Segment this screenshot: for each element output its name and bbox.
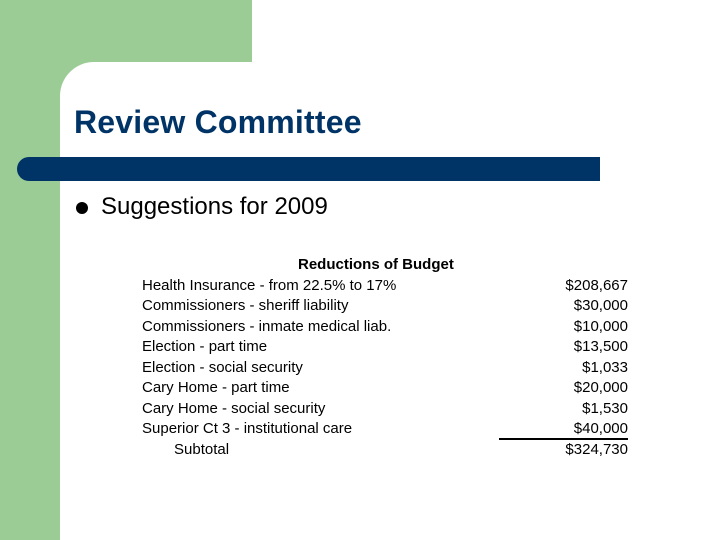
subtotal-label: Subtotal <box>174 441 230 458</box>
row-description: Health Insurance - from 22.5% to 17% <box>142 277 397 294</box>
row-amount: $1,530 <box>582 400 628 417</box>
table-row <box>142 358 628 378</box>
bullet-text: Suggestions for 2009 <box>101 193 328 220</box>
row-description: Cary Home - part time <box>142 379 290 396</box>
table-row <box>142 276 628 296</box>
subtotal-amount: $324,730 <box>565 441 628 458</box>
title-underline-bar <box>17 157 600 181</box>
row-description: Election - part time <box>142 338 268 355</box>
row-amount: $1,033 <box>582 359 628 376</box>
subtotal-row <box>142 440 628 460</box>
table-row <box>142 399 628 419</box>
row-amount: $30,000 <box>573 297 628 314</box>
slide-title: Review Committee <box>74 104 362 140</box>
row-description: Commissioners - inmate medical liab. <box>142 318 392 335</box>
table-row <box>142 317 628 337</box>
table-row <box>142 378 628 398</box>
row-description: Superior Ct 3 - institutional care <box>142 420 353 437</box>
table-row <box>142 296 628 316</box>
row-description: Cary Home - social security <box>142 400 326 417</box>
table-row <box>142 419 628 439</box>
row-amount: $13,500 <box>573 338 628 355</box>
table-row <box>142 337 628 357</box>
row-amount: $40,000 <box>573 420 628 437</box>
bullet-dot-icon <box>76 202 88 214</box>
row-description: Election - social security <box>142 359 303 376</box>
table-title: Reductions of Budget <box>298 256 454 273</box>
row-amount: $20,000 <box>573 379 628 396</box>
row-description: Commissioners - sheriff liability <box>142 297 349 314</box>
row-amount: $10,000 <box>573 318 628 335</box>
row-amount: $208,667 <box>565 277 628 294</box>
